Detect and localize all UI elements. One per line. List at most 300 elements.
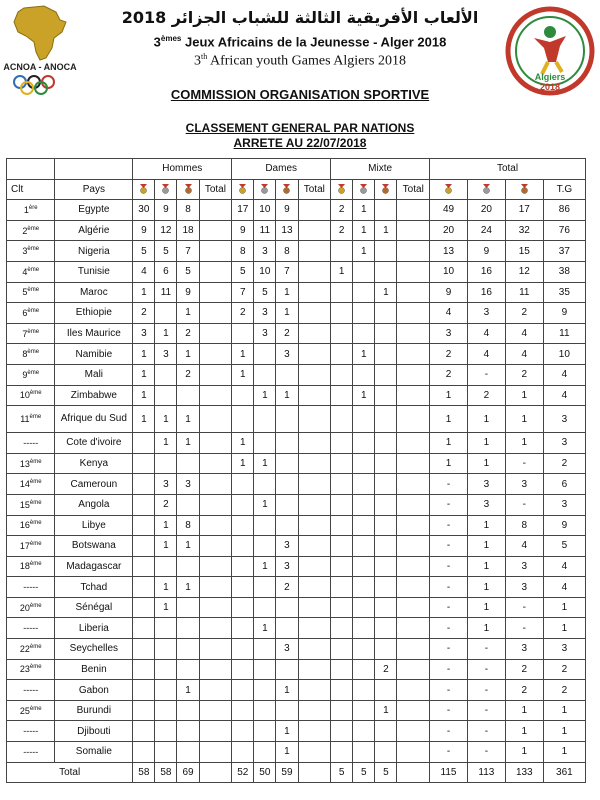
dames-cell (276, 659, 298, 680)
total-cell: 1 (505, 433, 543, 454)
hommes-cell (155, 618, 177, 639)
total-cell: 12 (505, 261, 543, 282)
total-cell: 20 (467, 200, 505, 221)
total-cell: 1 (467, 577, 505, 598)
mixte-cell (397, 515, 430, 536)
hommes-cell (155, 680, 177, 701)
hommes-cell (199, 742, 232, 763)
total-cell: - (430, 721, 468, 742)
total-cell: 4 (505, 536, 543, 557)
mixte-cell (375, 494, 397, 515)
dames-total-cell: 50 (254, 762, 276, 783)
hommes-gold-medal-col (133, 179, 155, 200)
mixte-cell (331, 742, 353, 763)
dames-cell (298, 433, 331, 454)
hommes-cell (133, 618, 155, 639)
dames-cell (276, 700, 298, 721)
country-cell: Iles Maurice (55, 323, 133, 344)
dames-cell: 17 (232, 200, 254, 221)
hommes-cell (199, 453, 232, 474)
dames-cell: 13 (276, 220, 298, 241)
hommes-cell: 9 (133, 220, 155, 241)
hommes-cell (199, 385, 232, 406)
mixte-cell: 1 (331, 261, 353, 282)
total-cell: - (430, 556, 468, 577)
country-cell: Madagascar (55, 556, 133, 577)
mixte-cell (331, 515, 353, 536)
dames-cell (232, 659, 254, 680)
mixte-cell (331, 344, 353, 365)
rank-cell: 23ème (7, 659, 55, 680)
mixte-cell (397, 618, 430, 639)
country-cell: Benin (55, 659, 133, 680)
silver-medal-icon (161, 184, 170, 194)
country-cell: Zimbabwe (55, 385, 133, 406)
hommes-cell: 5 (177, 261, 199, 282)
mixte-cell (331, 700, 353, 721)
blank-cell (55, 159, 133, 180)
hommes-cell: 5 (133, 241, 155, 262)
dames-cell (232, 577, 254, 598)
hommes-cell (199, 474, 232, 495)
hommes-cell (133, 556, 155, 577)
acnoa-logo (4, 2, 76, 98)
mixte-cell (375, 742, 397, 763)
group-hommes: Hommes (133, 159, 232, 180)
tg-cell: 86 (543, 200, 585, 221)
dames-cell (298, 659, 331, 680)
dames-cell (254, 700, 276, 721)
dames-cell (298, 474, 331, 495)
rank-cell: 25ème (7, 700, 55, 721)
mixte-cell (397, 433, 430, 454)
dames-cell (254, 742, 276, 763)
grand-total-cell: 115 (430, 762, 468, 783)
mixte-cell (397, 597, 430, 618)
total-cell: - (430, 700, 468, 721)
hommes-cell (199, 515, 232, 536)
dames-cell (298, 721, 331, 742)
hommes-total-cell: 58 (155, 762, 177, 783)
hommes-cell: 1 (177, 577, 199, 598)
hommes-cell (199, 303, 232, 324)
total-cell: 10 (430, 261, 468, 282)
dames-cell (298, 556, 331, 577)
dames-cell (254, 659, 276, 680)
hommes-cell (155, 364, 177, 385)
hommes-cell: 2 (133, 303, 155, 324)
dames-cell (298, 700, 331, 721)
dames-cell (232, 474, 254, 495)
mixte-total-cell: 5 (375, 762, 397, 783)
dames-cell (276, 406, 298, 433)
total-cell: 2 (467, 385, 505, 406)
dames-cell (298, 344, 331, 365)
hommes-cell: 1 (133, 364, 155, 385)
dames-cell: 2 (276, 323, 298, 344)
hommes-cell: 11 (155, 282, 177, 303)
mixte-cell (375, 241, 397, 262)
hommes-cell: 8 (177, 200, 199, 221)
dames-cell (254, 680, 276, 701)
total-cell: 49 (430, 200, 468, 221)
country-cell: Algérie (55, 220, 133, 241)
hommes-cell: 3 (155, 344, 177, 365)
mixte-cell (397, 556, 430, 577)
mixte-bronze-medal-col (375, 179, 397, 200)
hommes-cell (133, 515, 155, 536)
mixte-cell (353, 282, 375, 303)
total-cell: 17 (505, 200, 543, 221)
mixte-cell (397, 536, 430, 557)
country-cell: Somalie (55, 742, 133, 763)
mixte-cell (353, 556, 375, 577)
dames-total-col: Total (298, 179, 331, 200)
mixte-total-cell (397, 762, 430, 783)
total-cell: 2 (505, 659, 543, 680)
table-row (7, 556, 586, 577)
hommes-cell (133, 536, 155, 557)
mixte-cell (353, 433, 375, 454)
total-cell: - (430, 536, 468, 557)
rank-cell: 15ème (7, 494, 55, 515)
mixte-cell (397, 323, 430, 344)
table-row (7, 364, 586, 385)
rank-cell: 5ème (7, 282, 55, 303)
mixte-cell (375, 303, 397, 324)
total-cell: 20 (430, 220, 468, 241)
total-cell: 2 (430, 344, 468, 365)
mixte-cell (331, 618, 353, 639)
total-cell: - (467, 639, 505, 660)
table-row (7, 261, 586, 282)
country-cell: Nigeria (55, 241, 133, 262)
mixte-cell (375, 556, 397, 577)
dames-cell (298, 639, 331, 660)
mixte-cell (375, 577, 397, 598)
arrete-line: ARRETE AU 22/07/2018 (233, 136, 367, 150)
mixte-cell (375, 536, 397, 557)
mixte-cell (353, 742, 375, 763)
hommes-cell (199, 433, 232, 454)
hommes-cell: 1 (155, 323, 177, 344)
rank-cell: 4ème (7, 261, 55, 282)
rank-cell: 20ème (7, 597, 55, 618)
dames-cell (298, 323, 331, 344)
mixte-cell (397, 241, 430, 262)
hommes-cell (133, 742, 155, 763)
mixte-cell (331, 282, 353, 303)
rank-cell: 2ème (7, 220, 55, 241)
rank-cell: 11ème (7, 406, 55, 433)
mixte-cell (353, 261, 375, 282)
rank-cell: 13ème (7, 453, 55, 474)
rank-cell: ----- (7, 618, 55, 639)
total-cell: 1 (467, 536, 505, 557)
table-row (7, 659, 586, 680)
hommes-cell: 2 (155, 494, 177, 515)
mixte-cell: 1 (375, 700, 397, 721)
mixte-cell (397, 385, 430, 406)
hommes-cell: 7 (177, 241, 199, 262)
total-cell: - (467, 364, 505, 385)
tg-cell: 9 (543, 303, 585, 324)
total-cell: - (430, 742, 468, 763)
dames-cell: 1 (276, 721, 298, 742)
table-row (7, 453, 586, 474)
dames-cell: 7 (276, 261, 298, 282)
table-row (7, 494, 586, 515)
mixte-cell: 1 (353, 220, 375, 241)
dames-cell (232, 721, 254, 742)
french-title: 3èmes Jeux Africains de la Jeunesse - Alger 2018 (153, 34, 447, 50)
mixte-cell (331, 474, 353, 495)
total-cell: - (467, 659, 505, 680)
dames-cell (298, 282, 331, 303)
total-cell: 3 (505, 577, 543, 598)
hommes-cell (177, 385, 199, 406)
dames-cell: 9 (232, 220, 254, 241)
mixte-cell (331, 323, 353, 344)
dames-gold-medal-col (232, 179, 254, 200)
total-cell: 4 (430, 303, 468, 324)
tg-cell: 9 (543, 515, 585, 536)
hommes-cell (177, 742, 199, 763)
total-cell: 3 (467, 303, 505, 324)
mixte-cell (397, 680, 430, 701)
country-cell: Namibie (55, 344, 133, 365)
dames-cell (298, 261, 331, 282)
hommes-cell: 1 (177, 303, 199, 324)
dames-cell (298, 597, 331, 618)
hommes-cell: 1 (155, 577, 177, 598)
total-cell: 13 (430, 241, 468, 262)
dames-cell: 1 (232, 344, 254, 365)
total-cell: - (505, 597, 543, 618)
mixte-cell (331, 385, 353, 406)
dames-cell (254, 344, 276, 365)
dames-total-cell: 52 (232, 762, 254, 783)
mixte-cell: 2 (331, 220, 353, 241)
hommes-cell (177, 556, 199, 577)
silver-medal-icon (359, 184, 368, 194)
tg-cell: 2 (543, 659, 585, 680)
mixte-cell (375, 364, 397, 385)
dames-cell (232, 494, 254, 515)
total-cell: - (430, 494, 468, 515)
hommes-cell: 12 (155, 220, 177, 241)
mixte-cell (331, 241, 353, 262)
table-row (7, 303, 586, 324)
country-cell: Liberia (55, 618, 133, 639)
rank-cell: 17ème (7, 536, 55, 557)
dames-cell (298, 364, 331, 385)
hommes-cell (199, 241, 232, 262)
total-cell: 3 (505, 556, 543, 577)
dames-cell: 3 (276, 344, 298, 365)
group-header-row (7, 159, 586, 180)
mixte-cell (353, 721, 375, 742)
country-cell: Sénégal (55, 597, 133, 618)
hommes-cell: 30 (133, 200, 155, 221)
mixte-cell (397, 659, 430, 680)
dames-cell (298, 303, 331, 324)
table-row (7, 639, 586, 660)
col-pays: Pays (55, 179, 133, 200)
hommes-cell (177, 700, 199, 721)
table-row (7, 282, 586, 303)
dames-cell (232, 700, 254, 721)
total-cell: 3 (505, 474, 543, 495)
hommes-cell (177, 659, 199, 680)
dames-cell: 3 (254, 323, 276, 344)
dames-total-cell: 59 (276, 762, 298, 783)
total-cell: - (467, 680, 505, 701)
dames-cell: 1 (254, 453, 276, 474)
dames-cell (232, 515, 254, 536)
country-cell: Kenya (55, 453, 133, 474)
country-cell: Egypte (55, 200, 133, 221)
hommes-cell: 2 (177, 323, 199, 344)
mixte-cell (397, 721, 430, 742)
hommes-cell: 5 (155, 241, 177, 262)
table-row (7, 597, 586, 618)
country-cell: Tchad (55, 577, 133, 598)
dames-cell: 1 (232, 364, 254, 385)
dames-cell (254, 515, 276, 536)
dames-cell (254, 433, 276, 454)
tg-cell: 1 (543, 597, 585, 618)
tg-cell: 2 (543, 680, 585, 701)
rank-cell: 7ème (7, 323, 55, 344)
dames-cell: 8 (276, 241, 298, 262)
total-cell: 3 (505, 639, 543, 660)
svg-text:Algiers: Algiers (534, 72, 566, 82)
total-cell: 4 (467, 344, 505, 365)
dames-cell (232, 680, 254, 701)
table-row (7, 385, 586, 406)
mixte-cell (397, 577, 430, 598)
mixte-cell (331, 364, 353, 385)
total-cell: 1 (505, 385, 543, 406)
bronze-medal-icon (184, 184, 193, 194)
total-cell: 1 (467, 515, 505, 536)
mixte-cell (331, 494, 353, 515)
total-cell: - (467, 742, 505, 763)
mixte-cell (375, 680, 397, 701)
hommes-cell: 1 (177, 406, 199, 433)
hommes-cell (199, 577, 232, 598)
hommes-cell (199, 494, 232, 515)
total-cell: 2 (505, 364, 543, 385)
tg-total-cell: 361 (543, 762, 585, 783)
dames-cell (232, 323, 254, 344)
mixte-cell (375, 515, 397, 536)
dames-cell (232, 618, 254, 639)
commission-title: COMMISSION ORGANISATION SPORTIVE (170, 87, 430, 102)
mixte-cell (353, 494, 375, 515)
total-cell: 1 (467, 597, 505, 618)
total-cell: 2 (505, 303, 543, 324)
hommes-cell: 1 (155, 515, 177, 536)
country-cell: Tunisie (55, 261, 133, 282)
mixte-cell (353, 536, 375, 557)
rank-cell: 6ème (7, 303, 55, 324)
hommes-cell (199, 220, 232, 241)
dames-total-cell (298, 762, 331, 783)
dames-cell (254, 364, 276, 385)
dames-cell (254, 639, 276, 660)
group-total: Total (430, 159, 586, 180)
hommes-cell: 9 (155, 200, 177, 221)
total-cell: 24 (467, 220, 505, 241)
hommes-cell (199, 556, 232, 577)
country-cell: Djibouti (55, 721, 133, 742)
dames-cell: 1 (232, 433, 254, 454)
dames-cell: 11 (254, 220, 276, 241)
table-row (7, 200, 586, 221)
hommes-cell (199, 200, 232, 221)
mixte-cell (331, 303, 353, 324)
hommes-cell (177, 639, 199, 660)
mixte-cell (353, 639, 375, 660)
dames-cell (232, 742, 254, 763)
country-cell: Seychelles (55, 639, 133, 660)
dames-bronze-medal-col (276, 179, 298, 200)
medal-table-body (7, 200, 586, 783)
table-row (7, 220, 586, 241)
dames-cell: 3 (276, 536, 298, 557)
mixte-cell (397, 474, 430, 495)
mixte-cell (375, 406, 397, 433)
dames-cell (276, 453, 298, 474)
dames-cell (276, 364, 298, 385)
mixte-cell (353, 577, 375, 598)
table-row (7, 680, 586, 701)
total-cell: 11 (505, 282, 543, 303)
dames-cell: 2 (276, 577, 298, 598)
mixte-cell: 1 (375, 220, 397, 241)
tg-cell: 4 (543, 385, 585, 406)
dames-cell (254, 536, 276, 557)
mixte-cell (375, 433, 397, 454)
dames-cell: 8 (232, 241, 254, 262)
hommes-cell (155, 742, 177, 763)
mixte-cell (397, 220, 430, 241)
rank-cell: 22ème (7, 639, 55, 660)
dames-cell (276, 474, 298, 495)
mixte-cell (353, 323, 375, 344)
hommes-cell: 1 (155, 406, 177, 433)
rank-cell: 9ème (7, 364, 55, 385)
dames-cell (254, 474, 276, 495)
tg-cell: 4 (543, 556, 585, 577)
dames-cell: 10 (254, 200, 276, 221)
hommes-cell: 1 (177, 680, 199, 701)
mixte-cell (397, 742, 430, 763)
mixte-cell (353, 453, 375, 474)
hommes-cell: 9 (177, 282, 199, 303)
total-cell: 16 (467, 261, 505, 282)
english-title: 3th African youth Games Algiers 2018 (194, 52, 406, 69)
mixte-total-col: Total (397, 179, 430, 200)
country-cell: Cameroun (55, 474, 133, 495)
dames-cell (298, 200, 331, 221)
mixte-cell (397, 344, 430, 365)
hommes-cell: 8 (177, 515, 199, 536)
dames-cell (298, 536, 331, 557)
hommes-cell (199, 721, 232, 742)
